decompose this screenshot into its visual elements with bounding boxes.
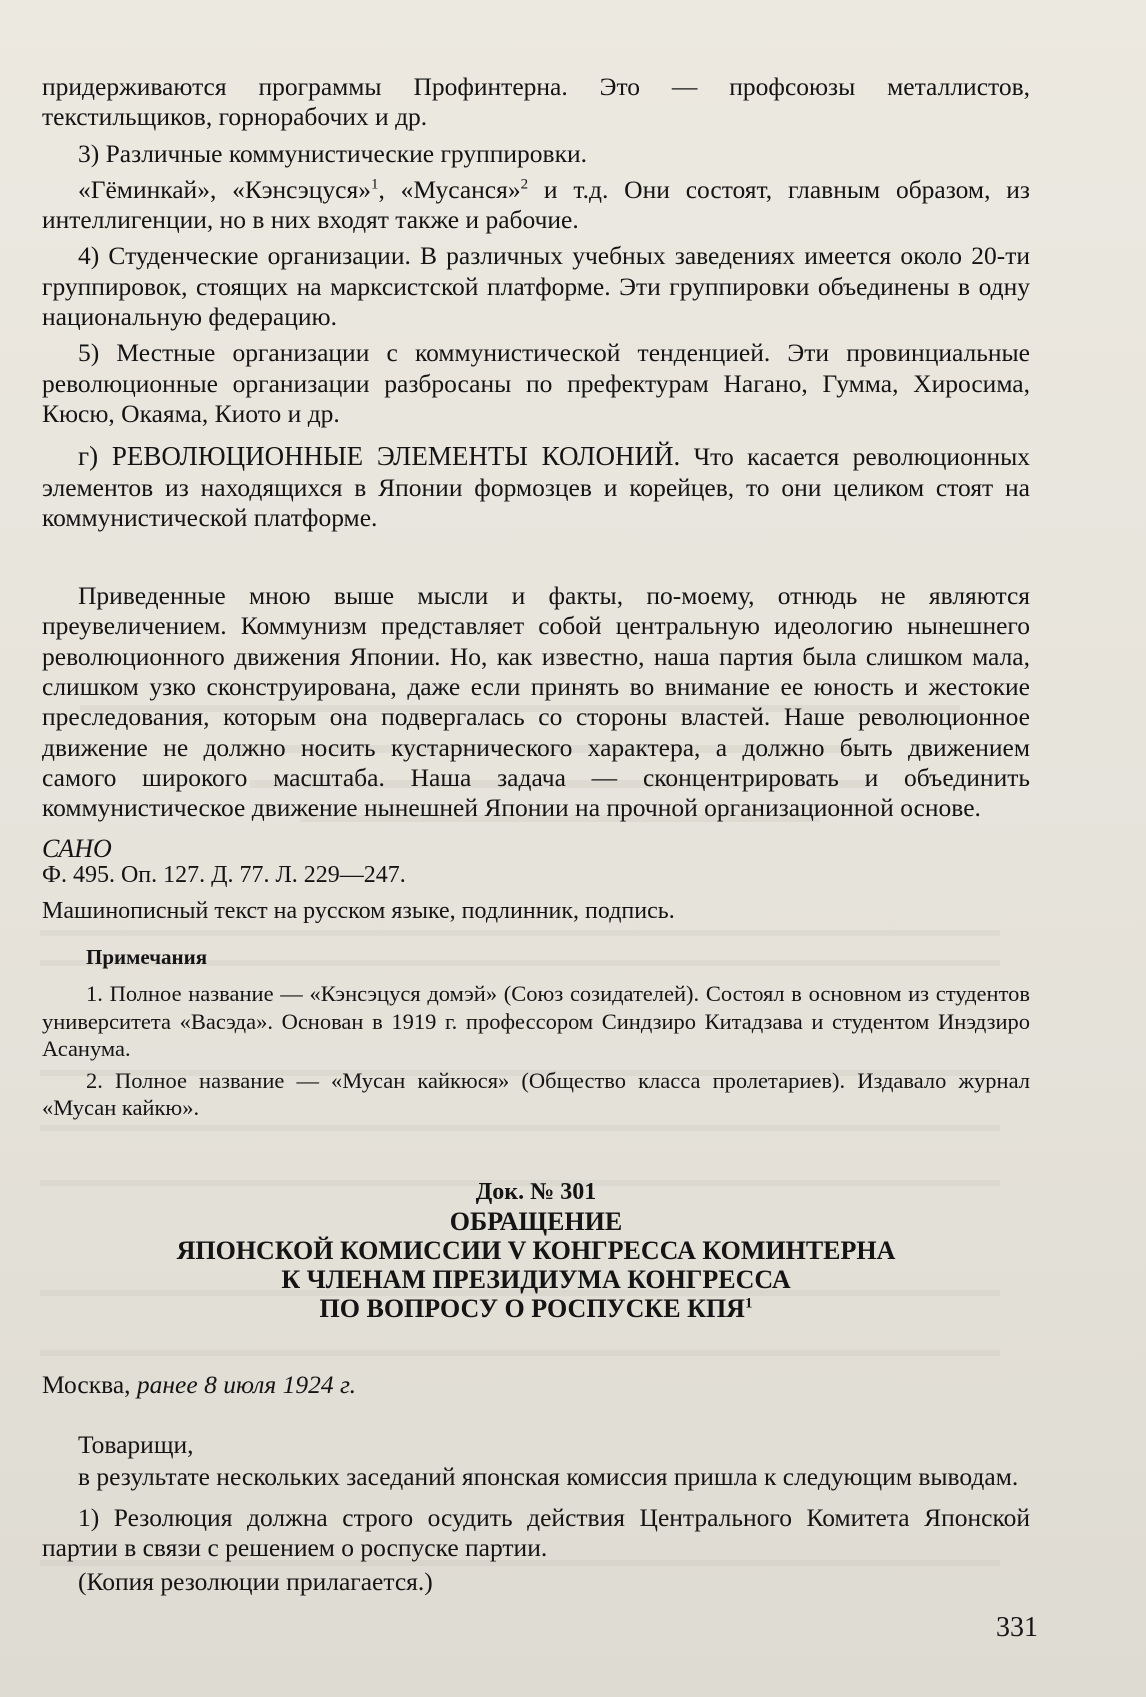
paragraph-6-rest: Что касается революционных элементов из находящихся в Японии формозцев и корейцев, то они целиком стоят на коммунистической платформе. (42, 442, 1030, 532)
paragraph-3-c: и т.д. Они состоят, главным образом, из интеллигенции, но в них входят также и рабочие. (42, 174, 1030, 235)
document-title-4-text: ПО ВОПРОСУ О РОСПУСКЕ КПЯ (319, 1294, 745, 1323)
notes-section (42, 945, 1030, 1122)
colonies-heading: г) РЕВОЛЮЦИОННЫЕ ЭЛЕМЕНТЫ КОЛОНИЙ. (78, 441, 681, 472)
archive-ref: Ф. 495. Оп. 127. Д. 77. Л. 229—247. (42, 862, 406, 888)
paragraph-1: придерживаются программы Профинтерна. Это — профсоюзы металлистов, текстильщиков, горнорабочих и др. (42, 72, 1030, 132)
document-title-2: ЯПОНСКОЙ КОМИССИИ V КОНГРЕССА КОМИНТЕРНА (176, 1236, 896, 1265)
salutation: Товарищи, (78, 1430, 194, 1459)
document-header (42, 1178, 1030, 1323)
place: Москва, (42, 1370, 137, 1399)
footnote-ref-2: 2 (520, 176, 529, 193)
note-1: 1. Полное название — «Кэнсэцуся домэй» (Союз созидателей). Состоял в основном из студентов университета «Васэда». Основан в 1919 г. профессором Синдзиро Китадзава и студентом Инэдзиро Асанума. (42, 981, 1030, 1061)
paragraph-3-a: «Гёминкай», «Кэнсэцуся» (78, 174, 371, 204)
document-title-1: ОБРАЩЕНИЕ (449, 1207, 623, 1236)
paragraph-4: 4) Студенческие организации. В различных учебных заведениях имеется около 20-ти группировок, стоящих на марксистской платформе. Эти группировки объединены в одну национальную федерацию. (42, 241, 1030, 332)
letter-body (42, 1430, 1030, 1597)
paragraph-6 (42, 441, 1030, 533)
paragraph-7: Приведенные мною выше мысли и факты, по-моему, отнюдь не являются преувеличением. Коммунизм представляет собой центральную идеологию нынешнего революционного движения Японии. Но, как известно, наша партия была слишком мала, слишком узко сконструирована, даже если принять во внимание ее юность и жестокие преследования, которым она подвергалась со стороны властей. Наше революционное движение не должно носить кустарнического характера, а должно быть движением самого широкого масштаба. Наша задача — сконцентрировать и объединить коммунистическое движение нынешней Японии на прочной организационной основе. (42, 581, 1030, 823)
footnote-ref-title: 1 (744, 1295, 753, 1312)
document-number: Док. № 301 (475, 1179, 597, 1205)
paragraph-5: 5) Местные организации с коммунистической тенденцией. Эти провинциальные революционные организации разбросаны по префектурам Нагано, Гумма, Хиросима, Кюсю, Окаяма, Киото и др. (42, 338, 1030, 428)
signature: САНО (42, 833, 112, 863)
main-text (42, 72, 1030, 864)
page-number: 331 (996, 1612, 1038, 1643)
paragraph-3-b: , «Мусанся» (378, 174, 521, 204)
place-date (42, 1370, 1030, 1400)
footnote-ref-1: 1 (370, 176, 379, 193)
archive-desc: Машинописный текст на русском языке, подлинник, подпись. (42, 898, 675, 924)
document-title-3: К ЧЛЕНАМ ПРЕЗИДИУМА КОНГРЕССА (281, 1265, 791, 1294)
date: ранее 8 июля 1924 г. (136, 1370, 356, 1399)
letter-paragraph-2: 1) Резолюция должна строго осудить действия Центрального Комитета Японской партии в связи с решением о роспуске партии. (42, 1502, 1030, 1562)
notes-heading: Примечания (86, 945, 208, 969)
paragraph-3 (42, 175, 1030, 236)
note-2: 2. Полное название — «Мусан кайкюся» (Общество класса пролетариев). Издавало журнал «Мусан кайкю». (42, 1067, 1030, 1120)
document-title-4 (42, 1294, 1030, 1323)
letter-paragraph-1: в результате нескольких заседаний японская комиссия пришла к следующим выводам. (78, 1462, 1019, 1492)
letter-paragraph-3: (Копия резолюции прилагается.) (78, 1567, 433, 1597)
archive-reference (42, 860, 1030, 926)
paragraph-2: 3) Различные коммунистические группировки. (78, 138, 587, 168)
